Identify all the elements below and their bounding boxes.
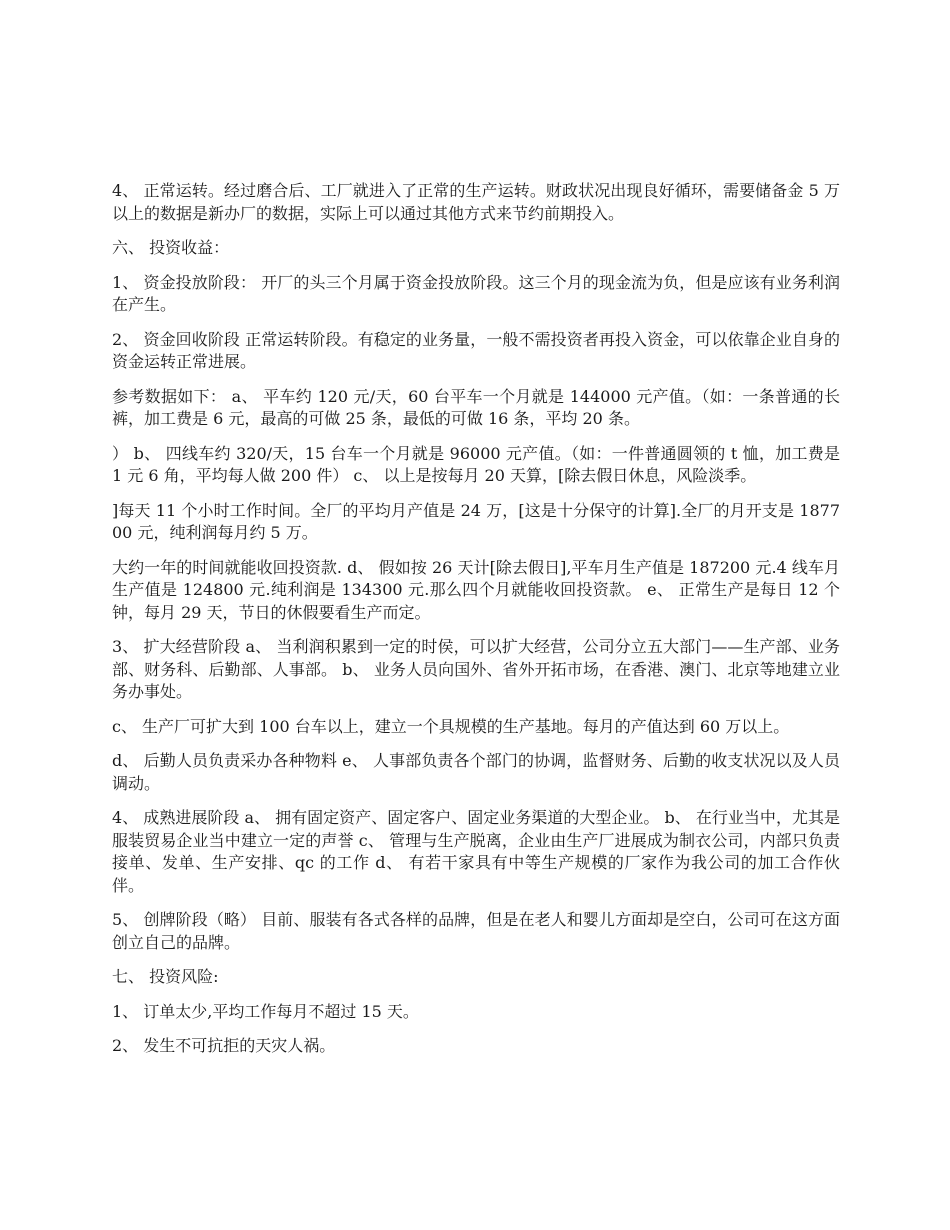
paragraph-capital-investment-stage: 1、 资金投放阶段： 开厂的头三个月属于资金投放阶段。这三个月的现金流为负，但是应该有业务利润在产生。 (112, 272, 840, 314)
section-heading-investment-return: 六、 投资收益： (112, 238, 230, 257)
paragraph-expansion-stage: 3、 扩大经营阶段 a、 当利润积累到一定的时侯，可以扩大经营，公司分立五大部门——生产部、业务部、财务科、后勤部、人事部。 b、 业务人员向国外、省外开拓市场，在香港、澳门、北京等地建立业务办事处。 (112, 637, 840, 701)
paragraph-mature-stage: 4、 成熟进展阶段 a、 拥有固定资产、固定客户、固定业务渠道的大型企业。 b、 在行业当中，尤其是服装贸易企业当中建立一定的声誉 c、 管理与生产脱离，企业由生产厂进展成为制衣公司，内部只负责接单、发单、生产安排、qc 的工作 d、 有若干家具有中等生产规模的厂家作为我公司的加工合作伙伴。 (112, 808, 840, 895)
paragraph-overlock-machines: ） b、 四线车约 320/天，15 台车一个月就是 96000 元产值。（如：一件普通圆领的 t 恤，加工费是 1 元 6 角，平均每人做 200 件） c、 以上是按每月 20 天算，[除去假日休息，风险淡季。 (112, 443, 840, 485)
paragraph-working-hours: ]每天 11 个小时工作时间。全厂的平均月产值是 24 万，[这是十分保守的计算].全厂的月开支是 187700 元，纯利润每月约 5 万。 (112, 500, 840, 542)
section-heading-investment-risk: 七、 投资风险: (112, 967, 219, 986)
paragraph-risk-orders: 1、 订单太少,平均工作每月不超过 15 天。 (112, 1001, 419, 1021)
paragraph-brand-stage: 5、 创牌阶段（略） 目前、服装有各式各样的品牌，但是在老人和婴儿方面却是空白，公司可在这方面创立自己的品牌。 (112, 910, 840, 952)
paragraph-payback-period: 大约一年的时间就能收回投资款. d、 假如按 26 天计[除去假日],平车月生产值是 187200 元.4 线车月生产值是 124800 元.纯利润是 134300 元.那么四个月就能收回投资款。 e、 正常生产是每日 12 个钟，每月 29 天，节日的休假要看生产而定。 (112, 557, 840, 622)
paragraph-capital-recovery-stage: 2、 资金回收阶段 正常运转阶段。有稳定的业务量，一般不需投资者再投入资金，可以依靠企业自身的资金运转正常进展。 (112, 329, 840, 371)
paragraph-logistics-hr: d、 后勤人员负责采办各种物料 e、 人事部负责各个部门的协调，监督财务、后勤的收支状况以及人员调动。 (112, 751, 840, 793)
paragraph-production-base: c、 生产厂可扩大到 100 台车以上，建立一个具规模的生产基地。每月的产值达到 60 万以上。 (112, 716, 790, 736)
paragraph-reference-data: 参考数据如下： a、 平车约 120 元/天，60 台平车一个月就是 144000 元产值。（如：一条普通的长裤，加工费是 6 元，最高的可做 25 条，最低的可做 16 条，平均 20 条。 (112, 386, 840, 428)
paragraph-normal-operation: 4、 正常运转。经过磨合后、工厂就进入了正常的生产运转。财政状况出现良好循环，需要储备金 5 万以上的数据是新办厂的数据，实际上可以通过其他方式来节约前期投入。 (112, 181, 840, 223)
paragraph-risk-disaster: 2、 发生不可抗拒的天灾人祸。 (112, 1036, 336, 1055)
document-body (112, 180, 840, 1070)
